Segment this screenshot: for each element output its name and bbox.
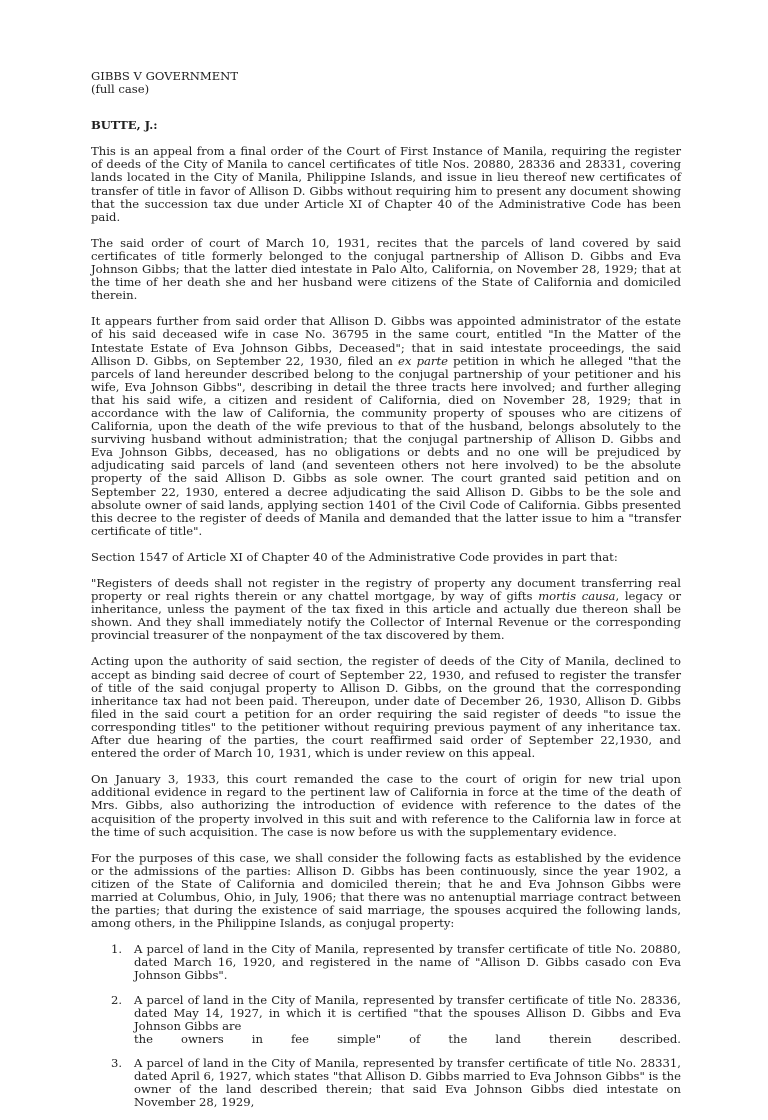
list-item-spread-line (134, 1033, 681, 1046)
paragraph-3-italic: ex parte (398, 353, 448, 368)
list-item (91, 994, 681, 1046)
paragraph-3-text-a: It appears further from said order that Allison D. Gibbs was appointed administrator of the estate of his said deceased wife in case No. 36795 in the same court, entitled "In the Matter of the Intestate Estate of Eva Johnson Gibbs, Deceased"; that in said intestate proceedings, the said Allison D. Gibbs, on September 22, 1930, filed an (91, 314, 681, 368)
paragraph-5-text-a: "Registers of deeds shall not register in the registry of property any document transferring real property or real rights therein or any chattel mortgage, by way of gifts (91, 576, 681, 604)
paragraph-7: On January 3, 1933, this court remanded the case to the court of origin for new trial upon additional evidence in regard to the pertinent law of California in force at the time of the death of Mrs. Gibbs, also authorizing the introduction of evidence with reference to the dates of the acquisition of the property involved in this suit and with reference to the California law in force at the time of such acquisition. The case is now before us with the supplementary evidence. (91, 772, 681, 839)
list-item-text: A parcel of land in the City of Manila, represented by transfer certificate of title No. 20880, dated March 16, 1920, and registered in the name of "Allison D. Gibbs casado con Eva Johnson Gibbs". (134, 942, 681, 983)
spread-word: of (409, 1031, 421, 1046)
facts-list (91, 943, 681, 1109)
spread-word: simple" (337, 1031, 382, 1046)
paragraph-5-quote (91, 577, 681, 642)
spread-word: fee (291, 1031, 310, 1046)
spread-word: described. (619, 1031, 681, 1046)
paragraph-3-text-b: petition in which he alleged "that the parcels of land hereunder described belong to the conjugal partnership of your petitioner and his wife, Eva Johnson Gibbs", describing in detail the three tracts here involved; and further alleging that his said wife, a citizen and resident of California, died on November 28, 1929; that in accordance with the law of California, the community property of spouses who are citizens of California, upon the death of the wife previous to that of the husband, belongs absolutely to the surviving husband without administration; that the conjugal partnership of Allison D. Gibbs and Eva Johnson Gibbs, deceased, has no obligations or debts and no one will be prejudiced by adjudicating said parcels of land (and seventeen others not here involved) to be the absolute property of the said Allison D. Gibbs as sole owner. The court granted said petition and on September 22, 1930, entered a decree adjudicating the said Allison D. Gibbs to be the sole and absolute owner of said lands, applying section 1401 of the Civil Code of California. Gibbs presented this decree to the register of deeds of Manila and demanded that the latter issue to him a "transfer certificate of title". (91, 353, 681, 538)
list-item-number: 1. (111, 942, 123, 957)
spread-word: the (134, 1031, 153, 1046)
paragraph-4: Section 1547 of Article XI of Chapter 40 of the Administrative Code provides in part that: (91, 549, 618, 564)
paragraph-3 (91, 315, 681, 538)
paragraph-6: Acting upon the authority of said section, the register of deeds of the City of Manila, declined to accept as binding said decree of court of September 22, 1930, and refused to register the transfer of title of the said conjugal property to Allison D. Gibbs, on the ground that the corresponding inheritance tax had not been paid. Thereupon, under date of December 26, 1930, Allison D. Gibbs filed in the said court a petition for an order requiring the said register of deeds "to issue the corresponding titles" to the petitioner without requiring previous payment of any inheritance tax. After due hearing of the parties, the court reaffirmed said order of September 22,1930, and entered the order of March 10, 1931, which is under review on this appeal. (91, 654, 681, 761)
opinion-author: BUTTE, J.: (91, 118, 158, 133)
spread-word: in (251, 1031, 263, 1046)
paragraph-1: This is an appeal from a final order of the Court of First Instance of Manila, requiring the register of deeds of the City of Manila to cancel certificates of title Nos. 20880, 28336 and 28331, covering lands located in the City of Manila, Philippine Islands, and issue in lieu thereof new certificates of transfer of title in favor of Allison D. Gibbs without requiring him to present any document showing that the succession tax due under Article XI of Chapter 40 of the Administrative Code has been paid. (91, 144, 681, 224)
case-title: GIBBS V GOVERNMENT (91, 69, 239, 83)
list-item (91, 943, 681, 982)
case-header (91, 70, 681, 96)
paragraph-2: The said order of court of March 10, 1931, recites that the parcels of land covered by said certificates of title formerly belonged to the conjugal partnership of Allison D. Gibbs and Eva Johnson Gibbs; that the latter died intestate in Palo Alto, California, on November 28, 1929; that at the time of her death she and her husband were citizens of the State of California and domiciled therein. (91, 235, 681, 303)
paragraph-5-text-b: , legacy or inheritance, unless the payment of the tax fixed in this article and actually due thereon shall be shown. And they shall immediately notify the Collector of Internal Revenue or the corresponding provincial treasurer of the nonpayment of the tax discovered by them. (91, 589, 681, 643)
paragraph-5-italic: mortis causa (538, 589, 616, 604)
spread-word: therein (548, 1031, 592, 1046)
paragraph-8: For the purposes of this case, we shall consider the following facts as established by the evidence or the admissions of the parties: Allison D. Gibbs has been continuously, since the year 1902, a citizen of the State of California and domiciled therein; that he and Eva Johnson Gibbs were married at Columbus, Ohio, in July, 1906; that there was no antenuptial marriage contract between the parties; that during the existence of said marriage, the spouses acquired the following lands, among others, in the Philippine Islands, as conjugal property: (91, 850, 681, 931)
list-item-number: 3. (111, 1055, 123, 1070)
document-page (91, 70, 681, 1120)
spread-word: the (448, 1031, 468, 1046)
list-item-text: A parcel of land in the City of Manila, represented by transfer certificate of title No. 28331, dated April 6, 1927, which states "that Allison D. Gibbs married to Eva Johnson Gibbs" is the owner of the land described therein; that said Eva Johnson Gibbs died intestate on November 28, 1929, (134, 1055, 681, 1110)
spread-word: land (495, 1031, 521, 1046)
case-subtitle: (full case) (91, 82, 150, 97)
list-item-number: 2. (111, 992, 123, 1007)
spread-word: owners (181, 1031, 224, 1046)
list-item (91, 1057, 681, 1109)
list-item-text: A parcel of land in the City of Manila, represented by transfer certificate of title No. 28336, dated May 14, 1927, in which it is certified "that the spouses Allison D. Gibbs and Eva Johnson Gibbs are (134, 992, 681, 1033)
